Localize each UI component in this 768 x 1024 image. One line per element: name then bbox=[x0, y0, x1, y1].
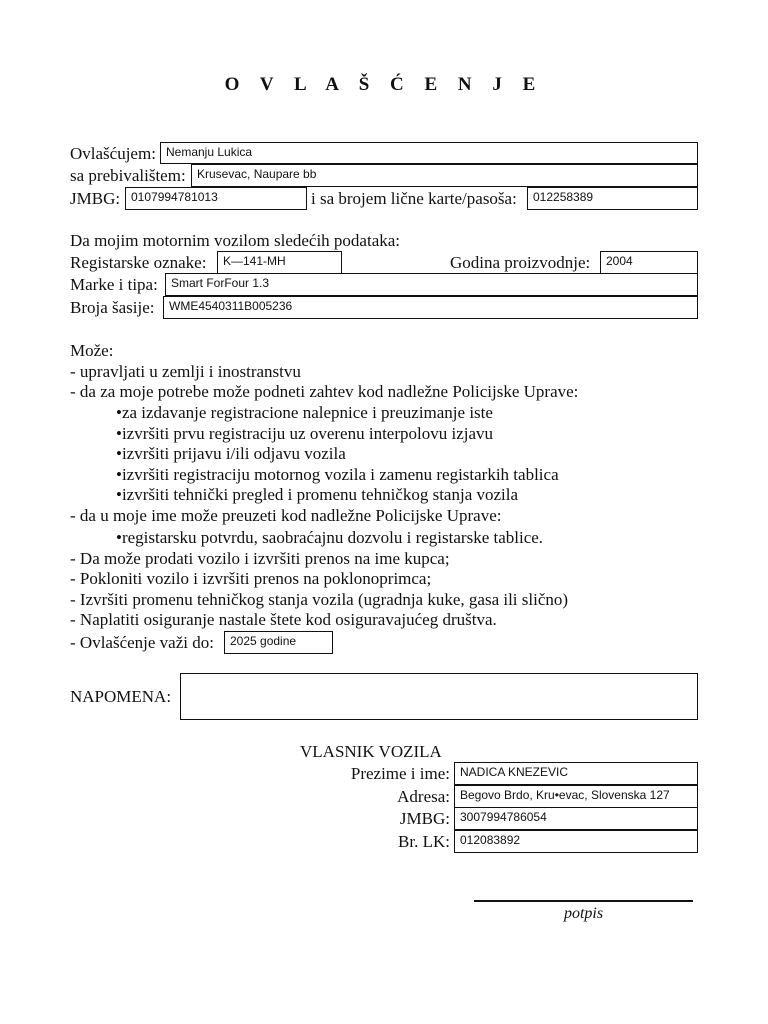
licna-karta-label: i sa brojem lične karte/pasoša: bbox=[311, 189, 517, 208]
prebivaliste-field[interactable]: Krusevac, Naupare bb bbox=[191, 164, 698, 187]
permission-bullet: •izvršiti registraciju motornog vozila i zamenu registarkih tablica bbox=[116, 465, 559, 484]
permission-line: - Naplatiti osiguranje nastale štete kod osiguravajućeg društva. bbox=[70, 610, 497, 629]
permission-line: - Izvršiti promenu tehničkog stanja vozila (ugradnja kuke, gasa ili slično) bbox=[70, 590, 569, 609]
permission-line: - Pokloniti vozilo i izvršiti prenos na poklonoprimca; bbox=[70, 569, 432, 588]
permission-bullet: •izvršiti tehnički pregled i promenu tehničkog stanja vozila bbox=[116, 485, 519, 504]
vehicle-intro: Da mojim motornim vozilom sledećih podataka: bbox=[70, 231, 401, 250]
moze-heading: Može: bbox=[70, 341, 114, 360]
adresa-label: Adresa: bbox=[397, 787, 450, 806]
napomena-field[interactable] bbox=[180, 673, 698, 720]
permission-bullet: •izvršiti prijavu i/ili odjavu vozila bbox=[116, 444, 346, 463]
signature-line[interactable] bbox=[474, 900, 693, 902]
ovlascujem-field[interactable]: Nemanju Lukica bbox=[160, 142, 698, 164]
vlasnik-heading: VLASNIK VOZILA bbox=[300, 742, 442, 761]
prezime-ime-label: Prezime i ime: bbox=[350, 764, 450, 783]
br-lk-field[interactable]: 012083892 bbox=[454, 830, 698, 853]
permission-line: - Da može prodati vozilo i izvršiti prenos na ime kupca; bbox=[70, 549, 450, 568]
br-lk-label: Br. LK: bbox=[398, 832, 450, 851]
licna-karta-field[interactable]: 012258389 bbox=[527, 187, 698, 210]
jmbg-field[interactable]: 0107994781013 bbox=[125, 187, 307, 210]
adresa-field[interactable]: Begovo Brdo, Kru•evac, Slovenska 127 bbox=[454, 785, 698, 808]
registarske-oznake-field[interactable]: K—141-MH bbox=[217, 251, 342, 274]
registarske-oznake-label: Registarske oznake: bbox=[70, 253, 207, 272]
godina-proizvodnje-field[interactable]: 2004 bbox=[600, 251, 698, 274]
prebivaliste-label: sa prebivalištem: bbox=[70, 166, 186, 185]
permission-bullet: •za izdavanje registracione nalepnice i preuzimanje iste bbox=[116, 403, 493, 422]
owner-jmbg-label: JMBG: bbox=[399, 809, 450, 828]
vazi-do-field[interactable]: 2025 godine bbox=[224, 631, 333, 654]
document-title: O V L A Š Ć E N J E bbox=[224, 74, 544, 95]
permission-bullet: •registarsku potvrdu, saobraćajnu dozvolu i registarske tablice. bbox=[116, 528, 544, 547]
permission-line: - da u moje ime može preuzeti kod nadležne Policijske Uprave: bbox=[70, 506, 502, 525]
prezime-ime-field[interactable]: NADICA KNEZEVIC bbox=[454, 762, 698, 785]
owner-jmbg-field[interactable]: 3007994786054 bbox=[454, 807, 698, 830]
signature-label: potpis bbox=[563, 905, 604, 922]
godina-proizvodnje-label: Godina proizvodnje: bbox=[450, 253, 591, 272]
vazi-do-label: - Ovlašćenje važi do: bbox=[70, 633, 214, 652]
permission-bullet: •izvršiti prvu registraciju uz overenu interpolovu izjavu bbox=[116, 424, 494, 443]
permission-line: - da za moje potrebe može podneti zahtev kod nadležne Policijske Uprave: bbox=[70, 382, 579, 401]
jmbg-label: JMBG: bbox=[70, 189, 121, 208]
napomena-label: NAPOMENA: bbox=[70, 687, 172, 706]
broj-sasije-field[interactable]: WME4540311B005236 bbox=[163, 296, 698, 319]
ovlascujem-label: Ovlašćujem: bbox=[70, 144, 156, 163]
broj-sasije-label: Broja šasije: bbox=[70, 298, 155, 317]
marka-tipa-field[interactable]: Smart ForFour 1.3 bbox=[165, 273, 698, 296]
permission-line: - upravljati u zemlji i inostranstvu bbox=[70, 362, 301, 381]
marka-tipa-label: Marke i tipa: bbox=[70, 275, 158, 294]
